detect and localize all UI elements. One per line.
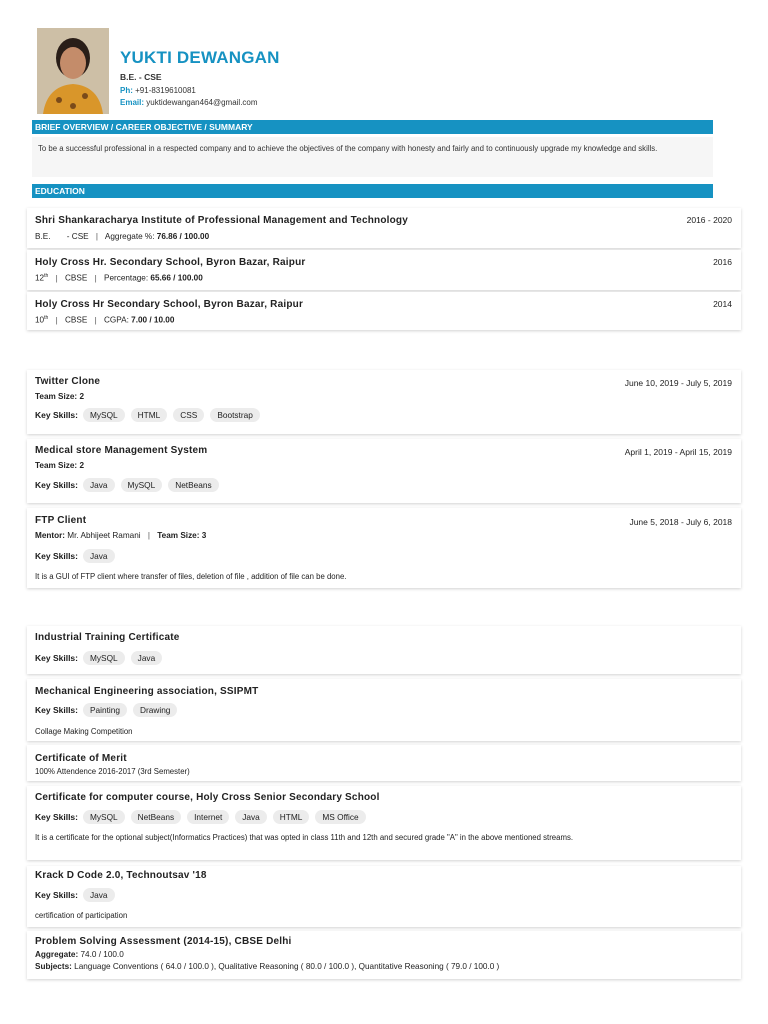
- project-item: [27, 439, 741, 503]
- certificate-item: [27, 626, 741, 674]
- score-value: 76.86 / 100.00: [156, 232, 210, 241]
- education-board: CSE: [71, 232, 89, 241]
- project-description: It is a GUI of FTP client where transfer of files, deletion of file , addition of file can be done.: [35, 572, 347, 581]
- subjects-value: Language Conventions ( 64.0 / 100.0 ), Qualitative Reasoning ( 80.0 / 100.0 ), Quantitative Reasoning ( 79.0 / 100.0 ): [74, 962, 500, 971]
- score-label: Percentage:: [103, 273, 149, 283]
- education-board: CBSE: [64, 315, 88, 325]
- key-skills: [35, 651, 168, 665]
- aggregate-value: 74.0 / 100.0: [80, 950, 124, 959]
- education-item: [27, 250, 741, 290]
- project-title: FTP Client: [35, 515, 87, 526]
- certificate-title: Mechanical Engineering association, SSIPMT: [35, 686, 259, 697]
- resume-header: [37, 28, 717, 116]
- key-skills: [35, 810, 372, 824]
- subjects-line: Subjects: Language Conventions ( 64.0 / 100.0 ), Qualitative Reasoning ( 80.0 / 100.0 ), Quantitative Reasoning ( 79.0 / 100.0 ): [35, 962, 500, 971]
- profile-photo: [37, 28, 109, 114]
- key-skills-label: Key Skills:: [35, 480, 78, 490]
- mentor-name: Mr. Abhijeet Ramani: [67, 531, 141, 540]
- institute-name: Holy Cross Hr. Secondary School, Byron Bazar, Raipur: [35, 257, 306, 268]
- phone-line: [120, 86, 196, 95]
- education-years: 2014: [713, 299, 732, 309]
- skill-chip: Painting: [83, 703, 127, 717]
- education-years: 2016 - 2020: [686, 215, 732, 225]
- certificate-title: Industrial Training Certificate: [35, 632, 180, 643]
- education-heading: EDUCATION: [32, 184, 713, 198]
- phone-value: +91-8319610081: [135, 86, 196, 95]
- aggregate-line: Aggregate: 74.0 / 100.0: [35, 950, 124, 959]
- project-dates: April 1, 2019 - April 15, 2019: [624, 447, 732, 457]
- skill-chip: Java: [83, 549, 115, 563]
- email-line: [120, 98, 258, 107]
- certificate-description: 100% Attendence 2016-2017 (3rd Semester): [35, 767, 190, 776]
- education-details: B.E. - CSE | Aggregate %: 76.86 / 100.00: [35, 232, 210, 241]
- skill-chip: MySQL: [83, 408, 125, 422]
- candidate-degree: B.E. - CSE: [120, 72, 162, 82]
- project-item: [27, 370, 741, 434]
- certificate-description: Collage Making Competition: [35, 727, 133, 736]
- certificate-title: Certificate of Merit: [35, 753, 127, 764]
- score-label: CGPA:: [103, 315, 129, 325]
- education-level: B.E.: [35, 232, 51, 241]
- certificate-item: [27, 866, 741, 927]
- institute-name: Shri Shankaracharya Institute of Professional Management and Technology: [35, 215, 408, 226]
- certificate-description: It is a certificate for the optional subject(Informatics Practices) that was opted in class 11th and 12th and secured grade "A" in the above mentioned streams.: [35, 833, 574, 842]
- key-skills: [35, 888, 121, 902]
- certificate-item: [27, 745, 741, 781]
- skill-chip: HTML: [273, 810, 310, 824]
- skill-chip: CSS: [173, 408, 204, 422]
- skill-chip: Internet: [187, 810, 229, 824]
- score-value: 65.66 / 100.00: [150, 273, 203, 283]
- education-level-suffix: th: [44, 315, 49, 321]
- certificate-title: Certificate for computer course, Holy Cross Senior Secondary School: [35, 792, 380, 803]
- skill-chip: Drawing: [133, 703, 177, 717]
- project-dates: June 5, 2018 - July 6, 2018: [629, 517, 732, 527]
- project-item: [27, 508, 741, 588]
- mentor-team: Mentor: Mr. Abhijeet Ramani | Team Size: 3: [35, 531, 207, 540]
- project-title: Medical store Management System: [35, 445, 208, 456]
- skill-chip: Java: [83, 888, 115, 902]
- skill-chip: NetBeans: [131, 810, 181, 824]
- key-skills-label: Key Skills:: [35, 653, 78, 663]
- education-details: 10th | CBSE | CGPA: 7.00 / 10.00: [35, 315, 175, 325]
- key-skills-label: Key Skills:: [35, 551, 78, 561]
- certificate-title: Krack D Code 2.0, Technoutsav '18: [35, 870, 207, 881]
- email-value[interactable]: yuktidewangan464@gmail.com: [146, 98, 258, 107]
- certificate-title: Problem Solving Assessment (2014-15), CBSE Delhi: [35, 936, 292, 947]
- skill-chip: Java: [235, 810, 267, 824]
- skill-chip: Java: [83, 478, 115, 492]
- team-size: Team Size: 2: [35, 392, 85, 401]
- education-level: 12: [35, 273, 45, 283]
- skill-chip: Bootstrap: [210, 408, 260, 422]
- summary-heading: BRIEF OVERVIEW / CAREER OBJECTIVE / SUMMARY: [32, 120, 713, 134]
- skill-chip: Java: [131, 651, 163, 665]
- key-skills-label: Key Skills:: [35, 410, 78, 420]
- key-skills-label: Key Skills:: [35, 812, 78, 822]
- key-skills: [35, 478, 225, 492]
- certificate-description: certification of participation: [35, 911, 128, 920]
- certificate-item: [27, 679, 741, 741]
- key-skills: [35, 549, 121, 563]
- education-level-suffix: th: [44, 273, 49, 279]
- score-label: Aggregate %:: [104, 232, 155, 241]
- certificate-item: [27, 931, 741, 979]
- education-item: [27, 208, 741, 248]
- education-details: 12th | CBSE | Percentage: 65.66 / 100.00: [35, 273, 203, 283]
- project-title: Twitter Clone: [35, 376, 101, 387]
- key-skills-label: Key Skills:: [35, 890, 78, 900]
- skill-chip: HTML: [131, 408, 168, 422]
- phone-label: Ph:: [120, 86, 133, 95]
- skill-chip: MySQL: [83, 651, 125, 665]
- candidate-name: YUKTI DEWANGAN: [120, 48, 280, 67]
- institute-name: Holy Cross Hr Secondary School, Byron Bazar, Raipur: [35, 299, 304, 310]
- team-size: Team Size: 2: [35, 461, 85, 470]
- skill-chip: MySQL: [121, 478, 163, 492]
- key-skills-label: Key Skills:: [35, 705, 78, 715]
- skill-chip: MS Office: [315, 810, 365, 824]
- project-dates: June 10, 2019 - July 5, 2019: [624, 378, 732, 388]
- education-years: 2016: [713, 257, 732, 267]
- skill-chip: MySQL: [83, 810, 125, 824]
- education-board: CBSE: [64, 273, 88, 283]
- summary-text: To be a successful professional in a respected company and to achieve the objectives of the company with honesty and fairly and to continuously upgrade my knowledge and skills.: [32, 137, 713, 177]
- skill-chip: NetBeans: [168, 478, 218, 492]
- education-level: 10: [35, 315, 45, 325]
- key-skills: [35, 408, 266, 422]
- education-item: [27, 292, 741, 330]
- score-value: 7.00 / 10.00: [131, 315, 175, 325]
- certificate-item: [27, 786, 741, 860]
- key-skills: [35, 703, 183, 717]
- email-label: Email:: [120, 98, 145, 107]
